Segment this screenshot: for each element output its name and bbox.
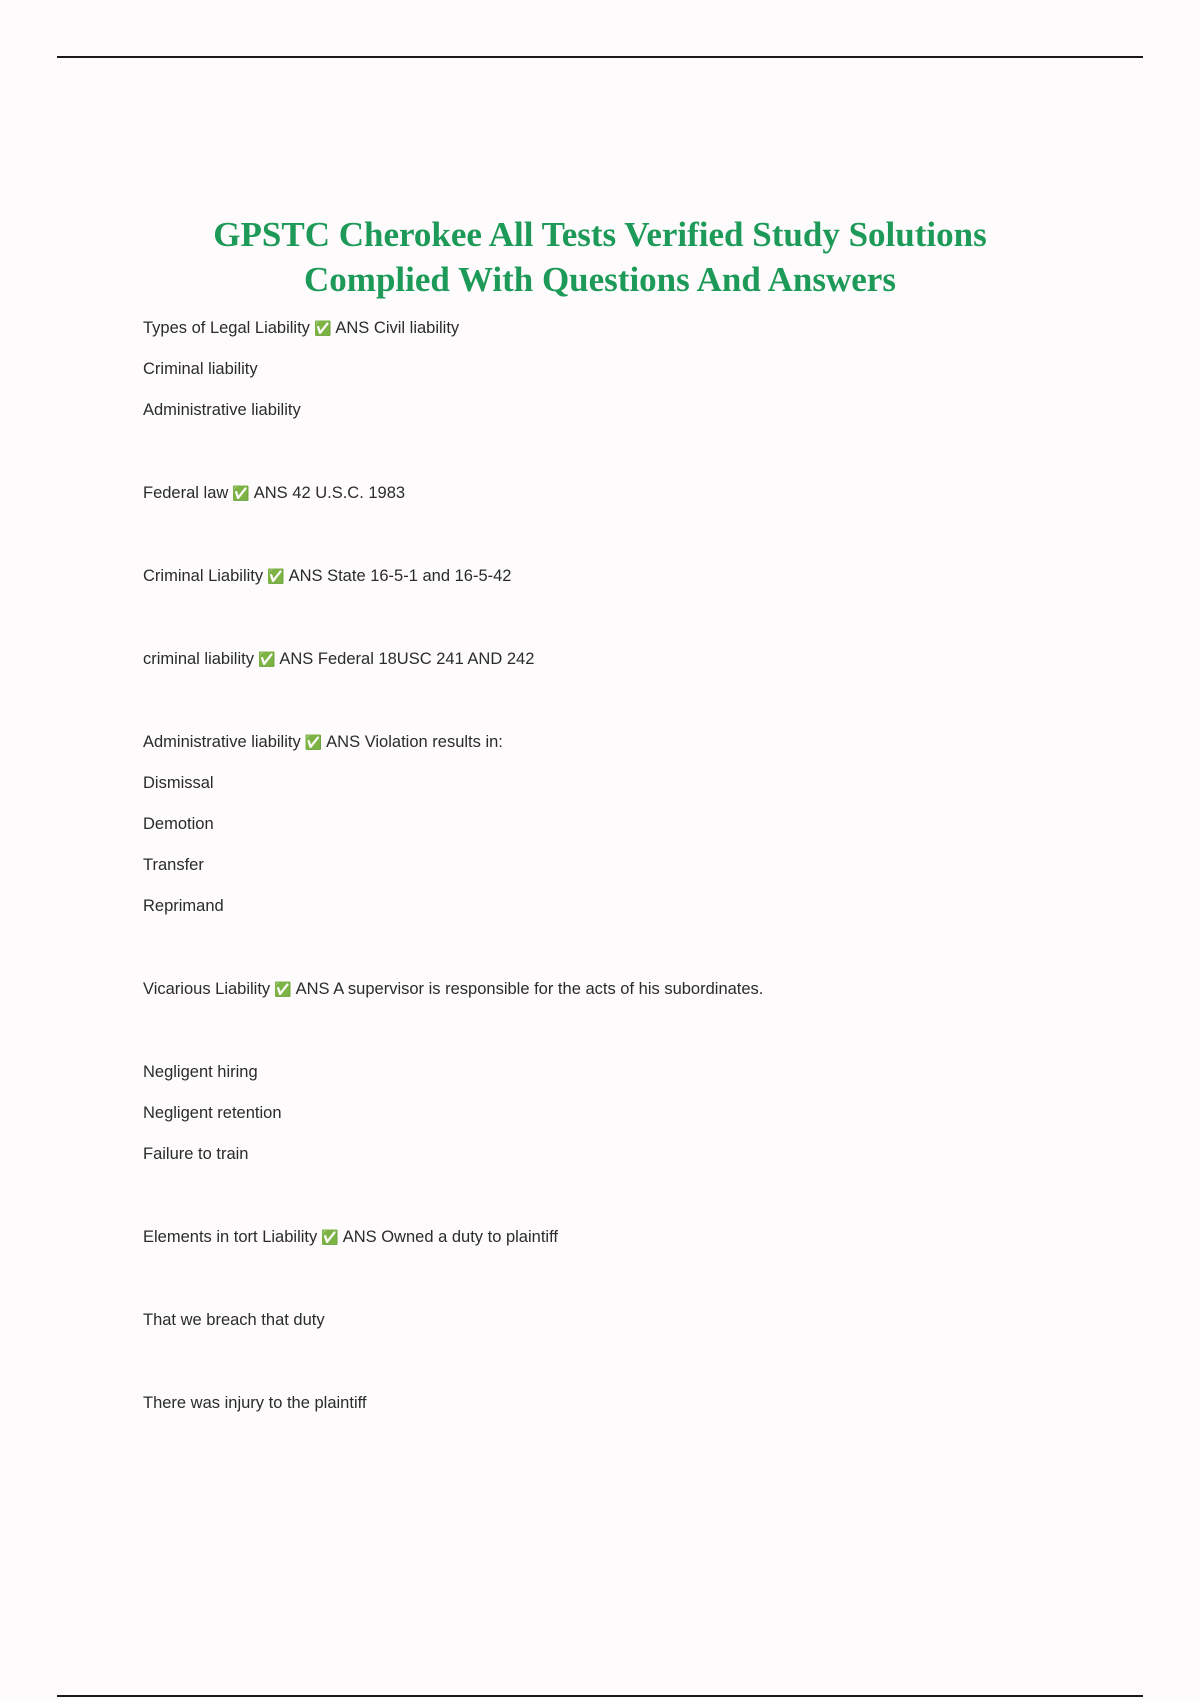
answer-text: State 16-5-1 and 16-5-42 <box>327 567 512 585</box>
answer-text: A supervisor is responsible for the acts of his subordinates. <box>333 980 764 998</box>
top-rule <box>57 56 1143 58</box>
question-text: Elements in tort Liability <box>143 1228 318 1246</box>
ans-label: ANS <box>288 567 323 585</box>
qa-line <box>143 649 1123 669</box>
qa-line <box>143 979 1123 999</box>
question-text: Criminal Liability <box>143 567 264 585</box>
ans-label: ANS <box>342 1228 377 1246</box>
check-icon: ✅ <box>313 321 332 337</box>
answer-text: 42 U.S.C. 1983 <box>292 484 406 502</box>
question-text: Federal law <box>143 484 229 502</box>
ans-label: ANS <box>326 733 361 751</box>
text-line: That we breach that duty <box>143 1311 325 1329</box>
question-text: Types of Legal Liability <box>143 319 310 337</box>
check-icon: ✅ <box>257 652 276 668</box>
qa-line <box>143 318 1123 338</box>
bottom-rule <box>57 1695 1143 1697</box>
ans-label: ANS <box>279 650 314 668</box>
title-line-1: GPSTC Cherokee All Tests Verified Study Solutions <box>213 215 987 254</box>
text-line: Criminal liability <box>143 360 258 378</box>
text-line: Transfer <box>143 856 204 874</box>
text-line: Reprimand <box>143 897 224 915</box>
qa-line <box>143 566 1123 586</box>
ans-label: ANS <box>335 319 370 337</box>
text-line: There was injury to the plaintiff <box>143 1394 367 1412</box>
text-line: Dismissal <box>143 774 214 792</box>
text-line: Negligent retention <box>143 1104 282 1122</box>
check-icon: ✅ <box>232 486 250 502</box>
question-text: Vicarious Liability <box>143 980 271 998</box>
check-icon: ✅ <box>274 982 292 998</box>
answer-text: Owned a duty to plaintiff <box>381 1228 558 1246</box>
check-icon: ✅ <box>304 735 323 751</box>
question-text: Administrative liability <box>143 733 301 751</box>
answer-text: Violation results in: <box>364 733 503 751</box>
qa-line <box>143 483 1123 503</box>
question-text: criminal liability <box>143 650 254 668</box>
title-line-2: Complied With Questions And Answers <box>304 260 896 299</box>
check-icon: ✅ <box>321 1230 339 1246</box>
ans-label: ANS <box>253 484 288 502</box>
ans-label: ANS <box>295 980 330 998</box>
text-line: Negligent hiring <box>143 1063 258 1081</box>
check-icon: ✅ <box>267 569 285 585</box>
qa-line <box>143 1227 1123 1247</box>
answer-text: Federal 18USC 241 AND 242 <box>317 650 535 668</box>
document-title <box>0 212 1200 302</box>
qa-line <box>143 732 1123 752</box>
text-line: Demotion <box>143 815 214 833</box>
qa-content <box>143 318 1123 1413</box>
text-line: Administrative liability <box>143 401 301 419</box>
answer-text: Civil liability <box>373 319 460 337</box>
text-line: Failure to train <box>143 1145 249 1163</box>
